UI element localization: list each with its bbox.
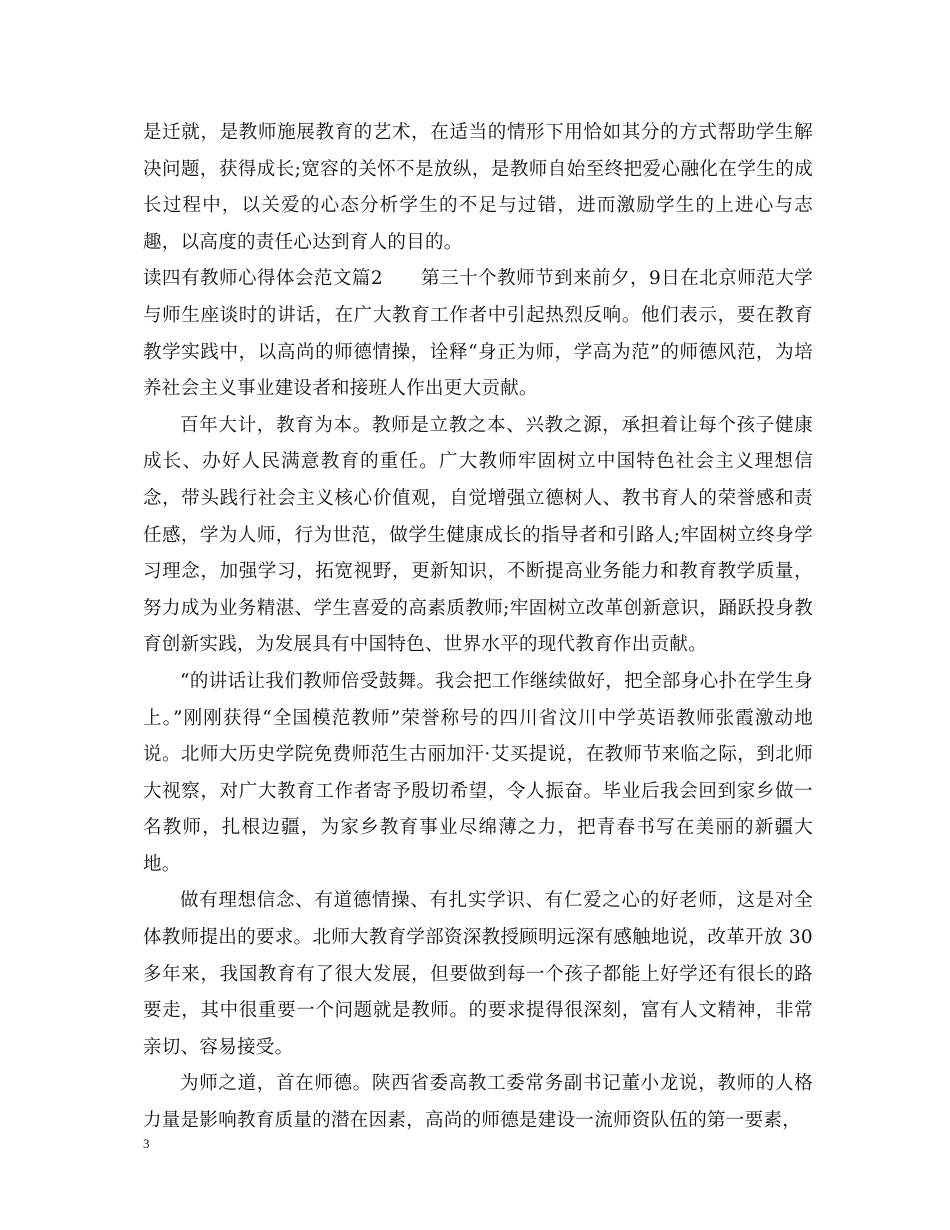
paragraph: 做有理想信念、有道德情操、有扎实学识、有仁爱之心的好老师，这是对全体教师提出的要求。北师大教育学部资深教授顾明远深有感触地说，改革开放 30 多年来，我国教育有了很大发展，但要做到每一个孩子都能上好学还有很长的路要走，其中很重要一个问题就是教师。的要求提得很深刻，富有人文精神，非常亲切、容易接受。 xyxy=(143,890,813,1058)
page-number: 3 xyxy=(143,1136,150,1151)
paragraph: 百年大计，教育为本。教师是立教之本、兴教之源，承担着让每个孩子健康成长、办好人民满意教育的重任。广大教师牢固树立中国特色社会主义理想信念，带头践行社会主义核心价值观，自觉增强立德树人、教书育人的荣誉感和责任感，学为人师，行为世范，做学生健康成长的指导者和引路人;牢固树立终身学习理念，加强学习，拓宽视野，更新知识，不断提高业务能力和教育教学质量，努力成为业务精湛、学生喜爱的高素质教师;牢固树立改革创新意识，踊跃投身教育创新实践，为发展具有中国特色、世界水平的现代教育作出贡献。 xyxy=(143,414,813,656)
paragraph: 为师之道，首在师德。陕西省委高教工委常务副书记董小龙说，教师的人格力量是影响教育质量的潜在因素，高尚的师德是建设一流师资队伍的第一要素， xyxy=(143,1073,813,1132)
paragraph: “的讲话让我们教师倍受鼓舞。我会把工作继续做好，把全部身心扑在学生身上。”刚刚获得“全国模范教师”荣誉称号的四川省汶川中学英语教师张霞激动地说。北师大历史学院免费师范生古丽加汗·艾买提说，在教师节来临之际，到北师大视察，对广大教育工作者寄予殷切希望，令人振奋。毕业后我会回到家乡做一名教师，扎根边疆，为家乡教育事业尽绵薄之力，把青春书写在美丽的新疆大地。 xyxy=(143,670,813,875)
body-text xyxy=(143,115,813,1140)
paragraph: 读四有教师心得体会范文篇2 第三十个教师节到来前夕，9日在北京师范大学与师生座谈时的讲话，在广大教育工作者中引起热烈反响。他们表示，要在教育教学实践中，以高尚的师德情操，诠释“身正为师，学高为范”的师德风范，为培养社会主义事业建设者和接班人作出更大贡献。 xyxy=(143,268,813,400)
paragraph: 是迁就，是教师施展教育的艺术，在适当的情形下用恰如其分的方式帮助学生解决问题，获得成长;宽容的关怀不是放纵，是教师自始至终把爱心融化在学生的成长过程中，以关爱的心态分析学生的不足与过错，进而激励学生的上进心与志趣，以高度的责任心达到育人的目的。 xyxy=(143,122,813,253)
